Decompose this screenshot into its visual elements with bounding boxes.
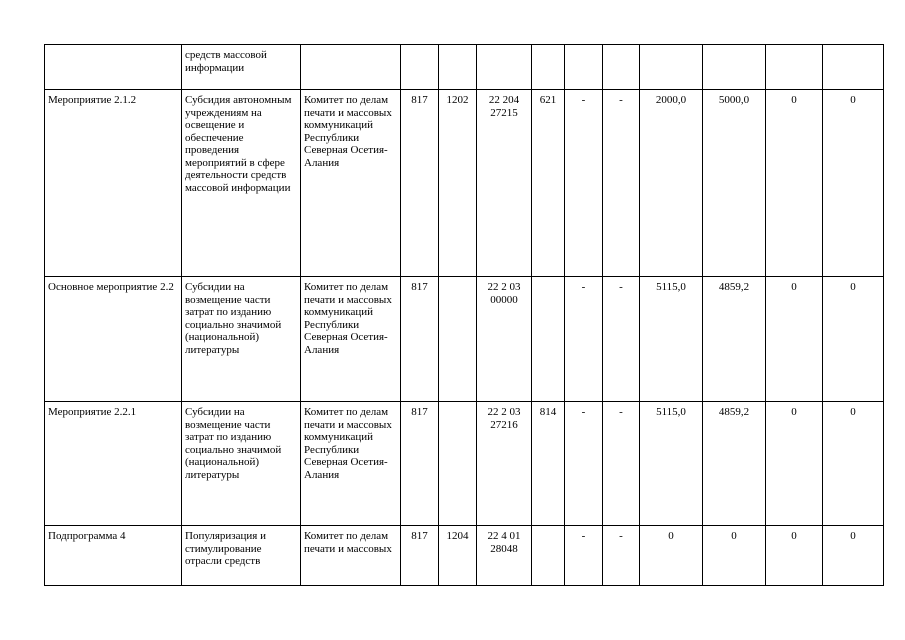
cell-c3: 0 xyxy=(640,526,703,586)
cell-csr: 22 204 27215 xyxy=(477,90,532,277)
cell-c6: 0 xyxy=(823,90,884,277)
cell-c3: 5115,0 xyxy=(640,402,703,526)
cell-c4: 4859,2 xyxy=(703,402,766,526)
cell-rzpr xyxy=(439,402,477,526)
cell-grbs: 817 xyxy=(401,90,439,277)
cell-name: Подпрограмма 4 xyxy=(45,526,182,586)
cell-vr: 621 xyxy=(532,90,565,277)
cell-csr: 22 2 03 00000 xyxy=(477,277,532,402)
cell-c5: 0 xyxy=(766,277,823,402)
cell-c6: 0 xyxy=(823,526,884,586)
cell-c2 xyxy=(603,45,640,90)
cell-grbs: 817 xyxy=(401,526,439,586)
cell-c1 xyxy=(565,45,603,90)
cell-grbs xyxy=(401,45,439,90)
cell-c4: 5000,0 xyxy=(703,90,766,277)
cell-c3: 5115,0 xyxy=(640,277,703,402)
cell-grbs: 817 xyxy=(401,277,439,402)
cell-executor: Комитет по делам печати и массовых коммуникаций Республики Северная Осетия-Алания xyxy=(301,90,401,277)
cell-description: средств массовой информации xyxy=(182,45,301,90)
cell-vr xyxy=(532,526,565,586)
cell-vr: 814 xyxy=(532,402,565,526)
cell-description: Субсидии на возмещение части затрат по изданию социально значимой (национальной) литературы xyxy=(182,277,301,402)
cell-csr: 22 2 03 27216 xyxy=(477,402,532,526)
cell-rzpr: 1202 xyxy=(439,90,477,277)
cell-rzpr xyxy=(439,45,477,90)
cell-description: Субсидии на возмещение части затрат по изданию социально значимой (национальной) литературы xyxy=(182,402,301,526)
program-table xyxy=(44,44,884,586)
cell-vr xyxy=(532,277,565,402)
cell-c5 xyxy=(766,45,823,90)
cell-executor: Комитет по делам печати и массовых коммуникаций Республики Северная Осетия-Алания xyxy=(301,277,401,402)
cell-description: Популяризация и стимулирование отрасли средств xyxy=(182,526,301,586)
cell-c5: 0 xyxy=(766,90,823,277)
table-row xyxy=(45,277,884,402)
cell-c5: 0 xyxy=(766,402,823,526)
cell-c1: - xyxy=(565,526,603,586)
cell-name: Основное мероприятие 2.2 xyxy=(45,277,182,402)
cell-c1: - xyxy=(565,90,603,277)
cell-name xyxy=(45,45,182,90)
cell-c6 xyxy=(823,45,884,90)
cell-vr xyxy=(532,45,565,90)
cell-c3: 2000,0 xyxy=(640,90,703,277)
cell-c4: 4859,2 xyxy=(703,277,766,402)
cell-c2: - xyxy=(603,402,640,526)
cell-c6: 0 xyxy=(823,402,884,526)
cell-c6: 0 xyxy=(823,277,884,402)
cell-rzpr xyxy=(439,277,477,402)
cell-c4: 0 xyxy=(703,526,766,586)
cell-executor xyxy=(301,45,401,90)
table-row xyxy=(45,45,884,90)
cell-csr: 22 4 01 28048 xyxy=(477,526,532,586)
table-row xyxy=(45,402,884,526)
cell-c2: - xyxy=(603,526,640,586)
cell-description: Субсидия автономным учреждениям на освещение и обеспечение проведения мероприятий в сфере деятельности средств массовой информации xyxy=(182,90,301,277)
cell-c2: - xyxy=(603,277,640,402)
cell-executor: Комитет по делам печати и массовых xyxy=(301,526,401,586)
cell-c1: - xyxy=(565,277,603,402)
cell-name: Мероприятие 2.1.2 xyxy=(45,90,182,277)
cell-csr xyxy=(477,45,532,90)
cell-executor: Комитет по делам печати и массовых коммуникаций Республики Северная Осетия-Алания xyxy=(301,402,401,526)
table-row xyxy=(45,90,884,277)
cell-grbs: 817 xyxy=(401,402,439,526)
cell-rzpr: 1204 xyxy=(439,526,477,586)
cell-c2: - xyxy=(603,90,640,277)
cell-c5: 0 xyxy=(766,526,823,586)
cell-c3 xyxy=(640,45,703,90)
cell-c1: - xyxy=(565,402,603,526)
cell-name: Мероприятие 2.2.1 xyxy=(45,402,182,526)
table-row xyxy=(45,526,884,586)
cell-c4 xyxy=(703,45,766,90)
